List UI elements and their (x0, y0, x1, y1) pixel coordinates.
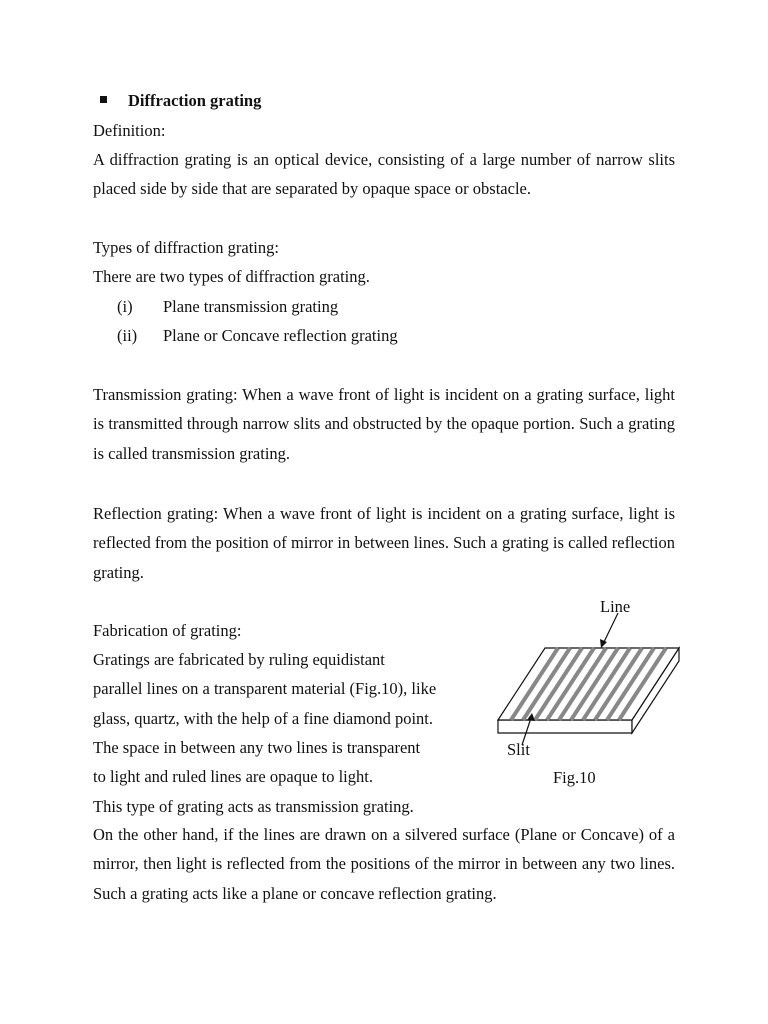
grating-diagram (490, 600, 690, 750)
list-item-text: Plane or Concave reflection grating (163, 326, 398, 345)
closing-paragraph: On the other hand, if the lines are drawn on a silvered surface (Plane or Concave) of a mirror, then light is reflected from the positions of the mirror in between any two lines. Such a grating acts like a plane or concave reflection grating. (93, 825, 675, 903)
fabrication-label: Fabrication of grating: (93, 621, 242, 640)
transmission-paragraph: Transmission grating: When a wave front of light is incident on a grating surface, light is transmitted through narrow slits and obstructed by the opaque portion. Such a grating is called transmission grating. (93, 385, 675, 463)
list-item-number: (ii) (117, 326, 138, 345)
fabrication-line: parallel lines on a transparent material (Fig.10), like (93, 679, 437, 698)
figure-label-slit: Slit (507, 740, 530, 759)
fabrication-line: This type of grating acts as transmission grating. (93, 797, 414, 816)
figure-label-line: Line (600, 597, 631, 616)
fabrication-line: glass, quartz, with the help of a fine diamond point. (93, 709, 434, 728)
definition-text: A diffraction grating is an optical device, consisting of a large number of narrow slits placed side by side that are separated by opaque space or obstacle. (93, 150, 675, 199)
line-pointer-arrow (603, 613, 618, 644)
list-item-text: Plane transmission grating (163, 297, 339, 316)
list-item-number: (i) (117, 297, 133, 316)
section-heading (100, 89, 261, 113)
reflection-paragraph: Reflection grating: When a wave front of light is incident on a grating surface, light is reflected from the position of mirror in between lines. Such a grating is called reflection grating. (93, 504, 675, 582)
definition-label: Definition: (93, 121, 166, 140)
bullet-square-icon (100, 96, 107, 103)
figure-caption: Fig.10 (553, 768, 596, 787)
fabrication-line: Gratings are fabricated by ruling equidistant (93, 650, 385, 669)
heading-text: Diffraction grating (128, 91, 262, 110)
fabrication-line: to light and ruled lines are opaque to light. (93, 767, 373, 786)
types-label: Types of diffraction grating: (93, 238, 279, 257)
line-arrowhead-icon (600, 639, 607, 648)
fabrication-line: The space in between any two lines is transparent (93, 738, 421, 757)
grating-side-face (498, 720, 632, 733)
types-intro: There are two types of diffraction grating. (93, 267, 370, 286)
